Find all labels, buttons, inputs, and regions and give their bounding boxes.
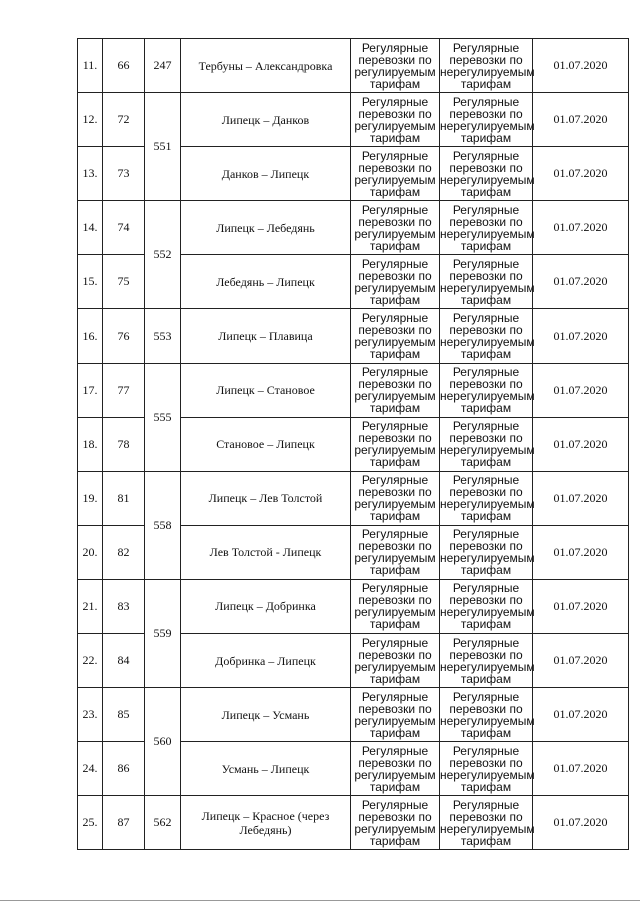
effective-date: 01.07.2020 bbox=[533, 147, 629, 201]
route-group-number: 555 bbox=[145, 363, 181, 471]
row-index: 16. bbox=[78, 309, 103, 363]
unregulated-type-cell: Регулярные перевозки по нерегулируемым тарифам bbox=[440, 39, 533, 93]
regulated-type-cell: Регулярные перевозки по регулируемым тарифам bbox=[351, 147, 440, 201]
regulated-type-cell: Регулярные перевозки по регулируемым тарифам bbox=[351, 634, 440, 688]
route-name: Лебедянь – Липецк bbox=[181, 255, 351, 309]
effective-date: 01.07.2020 bbox=[533, 688, 629, 742]
row-index: 25. bbox=[78, 796, 103, 850]
table-row bbox=[78, 39, 629, 93]
regulated-type-cell: Регулярные перевозки по регулируемым тарифам bbox=[351, 255, 440, 309]
row-index: 12. bbox=[78, 93, 103, 147]
row-index: 21. bbox=[78, 579, 103, 633]
row-index: 24. bbox=[78, 742, 103, 796]
route-name: Липецк – Лебедянь bbox=[181, 201, 351, 255]
route-name: Усмань – Липецк bbox=[181, 742, 351, 796]
row-index: 14. bbox=[78, 201, 103, 255]
unregulated-type-cell: Регулярные перевозки по нерегулируемым тарифам bbox=[440, 634, 533, 688]
route-name: Добринка – Липецк bbox=[181, 634, 351, 688]
table-row bbox=[78, 201, 629, 255]
effective-date: 01.07.2020 bbox=[533, 634, 629, 688]
route-number: 73 bbox=[103, 147, 145, 201]
route-number: 76 bbox=[103, 309, 145, 363]
route-name: Тербуны – Александровка bbox=[181, 39, 351, 93]
route-number: 87 bbox=[103, 796, 145, 850]
route-name: Липецк – Красное (через Лебедянь) bbox=[181, 796, 351, 850]
table-row bbox=[78, 688, 629, 742]
regulated-type-cell: Регулярные перевозки по регулируемым тарифам bbox=[351, 742, 440, 796]
row-index: 19. bbox=[78, 471, 103, 525]
table-row bbox=[78, 471, 629, 525]
regulated-type-cell: Регулярные перевозки по регулируемым тарифам bbox=[351, 39, 440, 93]
effective-date: 01.07.2020 bbox=[533, 742, 629, 796]
route-group-number: 559 bbox=[145, 579, 181, 687]
effective-date: 01.07.2020 bbox=[533, 579, 629, 633]
route-name: Липецк – Данков bbox=[181, 93, 351, 147]
regulated-type-cell: Регулярные перевозки по регулируемым тарифам bbox=[351, 309, 440, 363]
effective-date: 01.07.2020 bbox=[533, 93, 629, 147]
route-name: Липецк – Лев Толстой bbox=[181, 471, 351, 525]
row-index: 22. bbox=[78, 634, 103, 688]
effective-date: 01.07.2020 bbox=[533, 796, 629, 850]
table-row bbox=[78, 309, 629, 363]
effective-date: 01.07.2020 bbox=[533, 363, 629, 417]
unregulated-type-cell: Регулярные перевозки по нерегулируемым тарифам bbox=[440, 93, 533, 147]
row-index: 15. bbox=[78, 255, 103, 309]
unregulated-type-cell: Регулярные перевозки по нерегулируемым тарифам bbox=[440, 309, 533, 363]
route-group-number: 558 bbox=[145, 471, 181, 579]
regulated-type-cell: Регулярные перевозки по регулируемым тарифам bbox=[351, 688, 440, 742]
route-number: 74 bbox=[103, 201, 145, 255]
unregulated-type-cell: Регулярные перевозки по нерегулируемым тарифам bbox=[440, 471, 533, 525]
regulated-type-cell: Регулярные перевозки по регулируемым тарифам bbox=[351, 525, 440, 579]
table-row bbox=[78, 93, 629, 147]
row-index: 11. bbox=[78, 39, 103, 93]
row-index: 23. bbox=[78, 688, 103, 742]
regulated-type-cell: Регулярные перевозки по регулируемым тарифам bbox=[351, 579, 440, 633]
route-group-number: 551 bbox=[145, 93, 181, 201]
unregulated-type-cell: Регулярные перевозки по нерегулируемым тарифам bbox=[440, 742, 533, 796]
route-number: 78 bbox=[103, 417, 145, 471]
row-index: 17. bbox=[78, 363, 103, 417]
route-name: Липецк – Становое bbox=[181, 363, 351, 417]
page-bottom-divider bbox=[0, 900, 640, 901]
effective-date: 01.07.2020 bbox=[533, 39, 629, 93]
row-index: 13. bbox=[78, 147, 103, 201]
route-number: 72 bbox=[103, 93, 145, 147]
table-row bbox=[78, 796, 629, 850]
unregulated-type-cell: Регулярные перевозки по нерегулируемым тарифам bbox=[440, 525, 533, 579]
unregulated-type-cell: Регулярные перевозки по нерегулируемым тарифам bbox=[440, 201, 533, 255]
route-number: 66 bbox=[103, 39, 145, 93]
route-number: 82 bbox=[103, 525, 145, 579]
row-index: 18. bbox=[78, 417, 103, 471]
table-row bbox=[78, 363, 629, 417]
regulated-type-cell: Регулярные перевозки по регулируемым тарифам bbox=[351, 796, 440, 850]
effective-date: 01.07.2020 bbox=[533, 525, 629, 579]
routes-table bbox=[77, 38, 629, 850]
route-name: Липецк – Усмань bbox=[181, 688, 351, 742]
route-number: 75 bbox=[103, 255, 145, 309]
unregulated-type-cell: Регулярные перевозки по нерегулируемым тарифам bbox=[440, 363, 533, 417]
route-group-number: 562 bbox=[145, 796, 181, 850]
route-number: 81 bbox=[103, 471, 145, 525]
unregulated-type-cell: Регулярные перевозки по нерегулируемым тарифам bbox=[440, 417, 533, 471]
unregulated-type-cell: Регулярные перевозки по нерегулируемым тарифам bbox=[440, 147, 533, 201]
route-name: Липецк – Плавица bbox=[181, 309, 351, 363]
unregulated-type-cell: Регулярные перевозки по нерегулируемым тарифам bbox=[440, 688, 533, 742]
route-name: Лев Толстой - Липецк bbox=[181, 525, 351, 579]
regulated-type-cell: Регулярные перевозки по регулируемым тарифам bbox=[351, 93, 440, 147]
route-name: Данков – Липецк bbox=[181, 147, 351, 201]
route-group-number: 553 bbox=[145, 309, 181, 363]
route-number: 83 bbox=[103, 579, 145, 633]
regulated-type-cell: Регулярные перевозки по регулируемым тарифам bbox=[351, 417, 440, 471]
route-name: Липецк – Добринка bbox=[181, 579, 351, 633]
effective-date: 01.07.2020 bbox=[533, 201, 629, 255]
route-group-number: 247 bbox=[145, 39, 181, 93]
regulated-type-cell: Регулярные перевозки по регулируемым тарифам bbox=[351, 201, 440, 255]
route-name: Становое – Липецк bbox=[181, 417, 351, 471]
unregulated-type-cell: Регулярные перевозки по нерегулируемым тарифам bbox=[440, 579, 533, 633]
table-row bbox=[78, 579, 629, 633]
route-number: 86 bbox=[103, 742, 145, 796]
route-group-number: 560 bbox=[145, 688, 181, 796]
unregulated-type-cell: Регулярные перевозки по нерегулируемым тарифам bbox=[440, 255, 533, 309]
effective-date: 01.07.2020 bbox=[533, 471, 629, 525]
effective-date: 01.07.2020 bbox=[533, 417, 629, 471]
route-group-number: 552 bbox=[145, 201, 181, 309]
regulated-type-cell: Регулярные перевозки по регулируемым тарифам bbox=[351, 363, 440, 417]
route-number: 85 bbox=[103, 688, 145, 742]
row-index: 20. bbox=[78, 525, 103, 579]
regulated-type-cell: Регулярные перевозки по регулируемым тарифам bbox=[351, 471, 440, 525]
effective-date: 01.07.2020 bbox=[533, 309, 629, 363]
effective-date: 01.07.2020 bbox=[533, 255, 629, 309]
route-number: 77 bbox=[103, 363, 145, 417]
route-number: 84 bbox=[103, 634, 145, 688]
unregulated-type-cell: Регулярные перевозки по нерегулируемым тарифам bbox=[440, 796, 533, 850]
